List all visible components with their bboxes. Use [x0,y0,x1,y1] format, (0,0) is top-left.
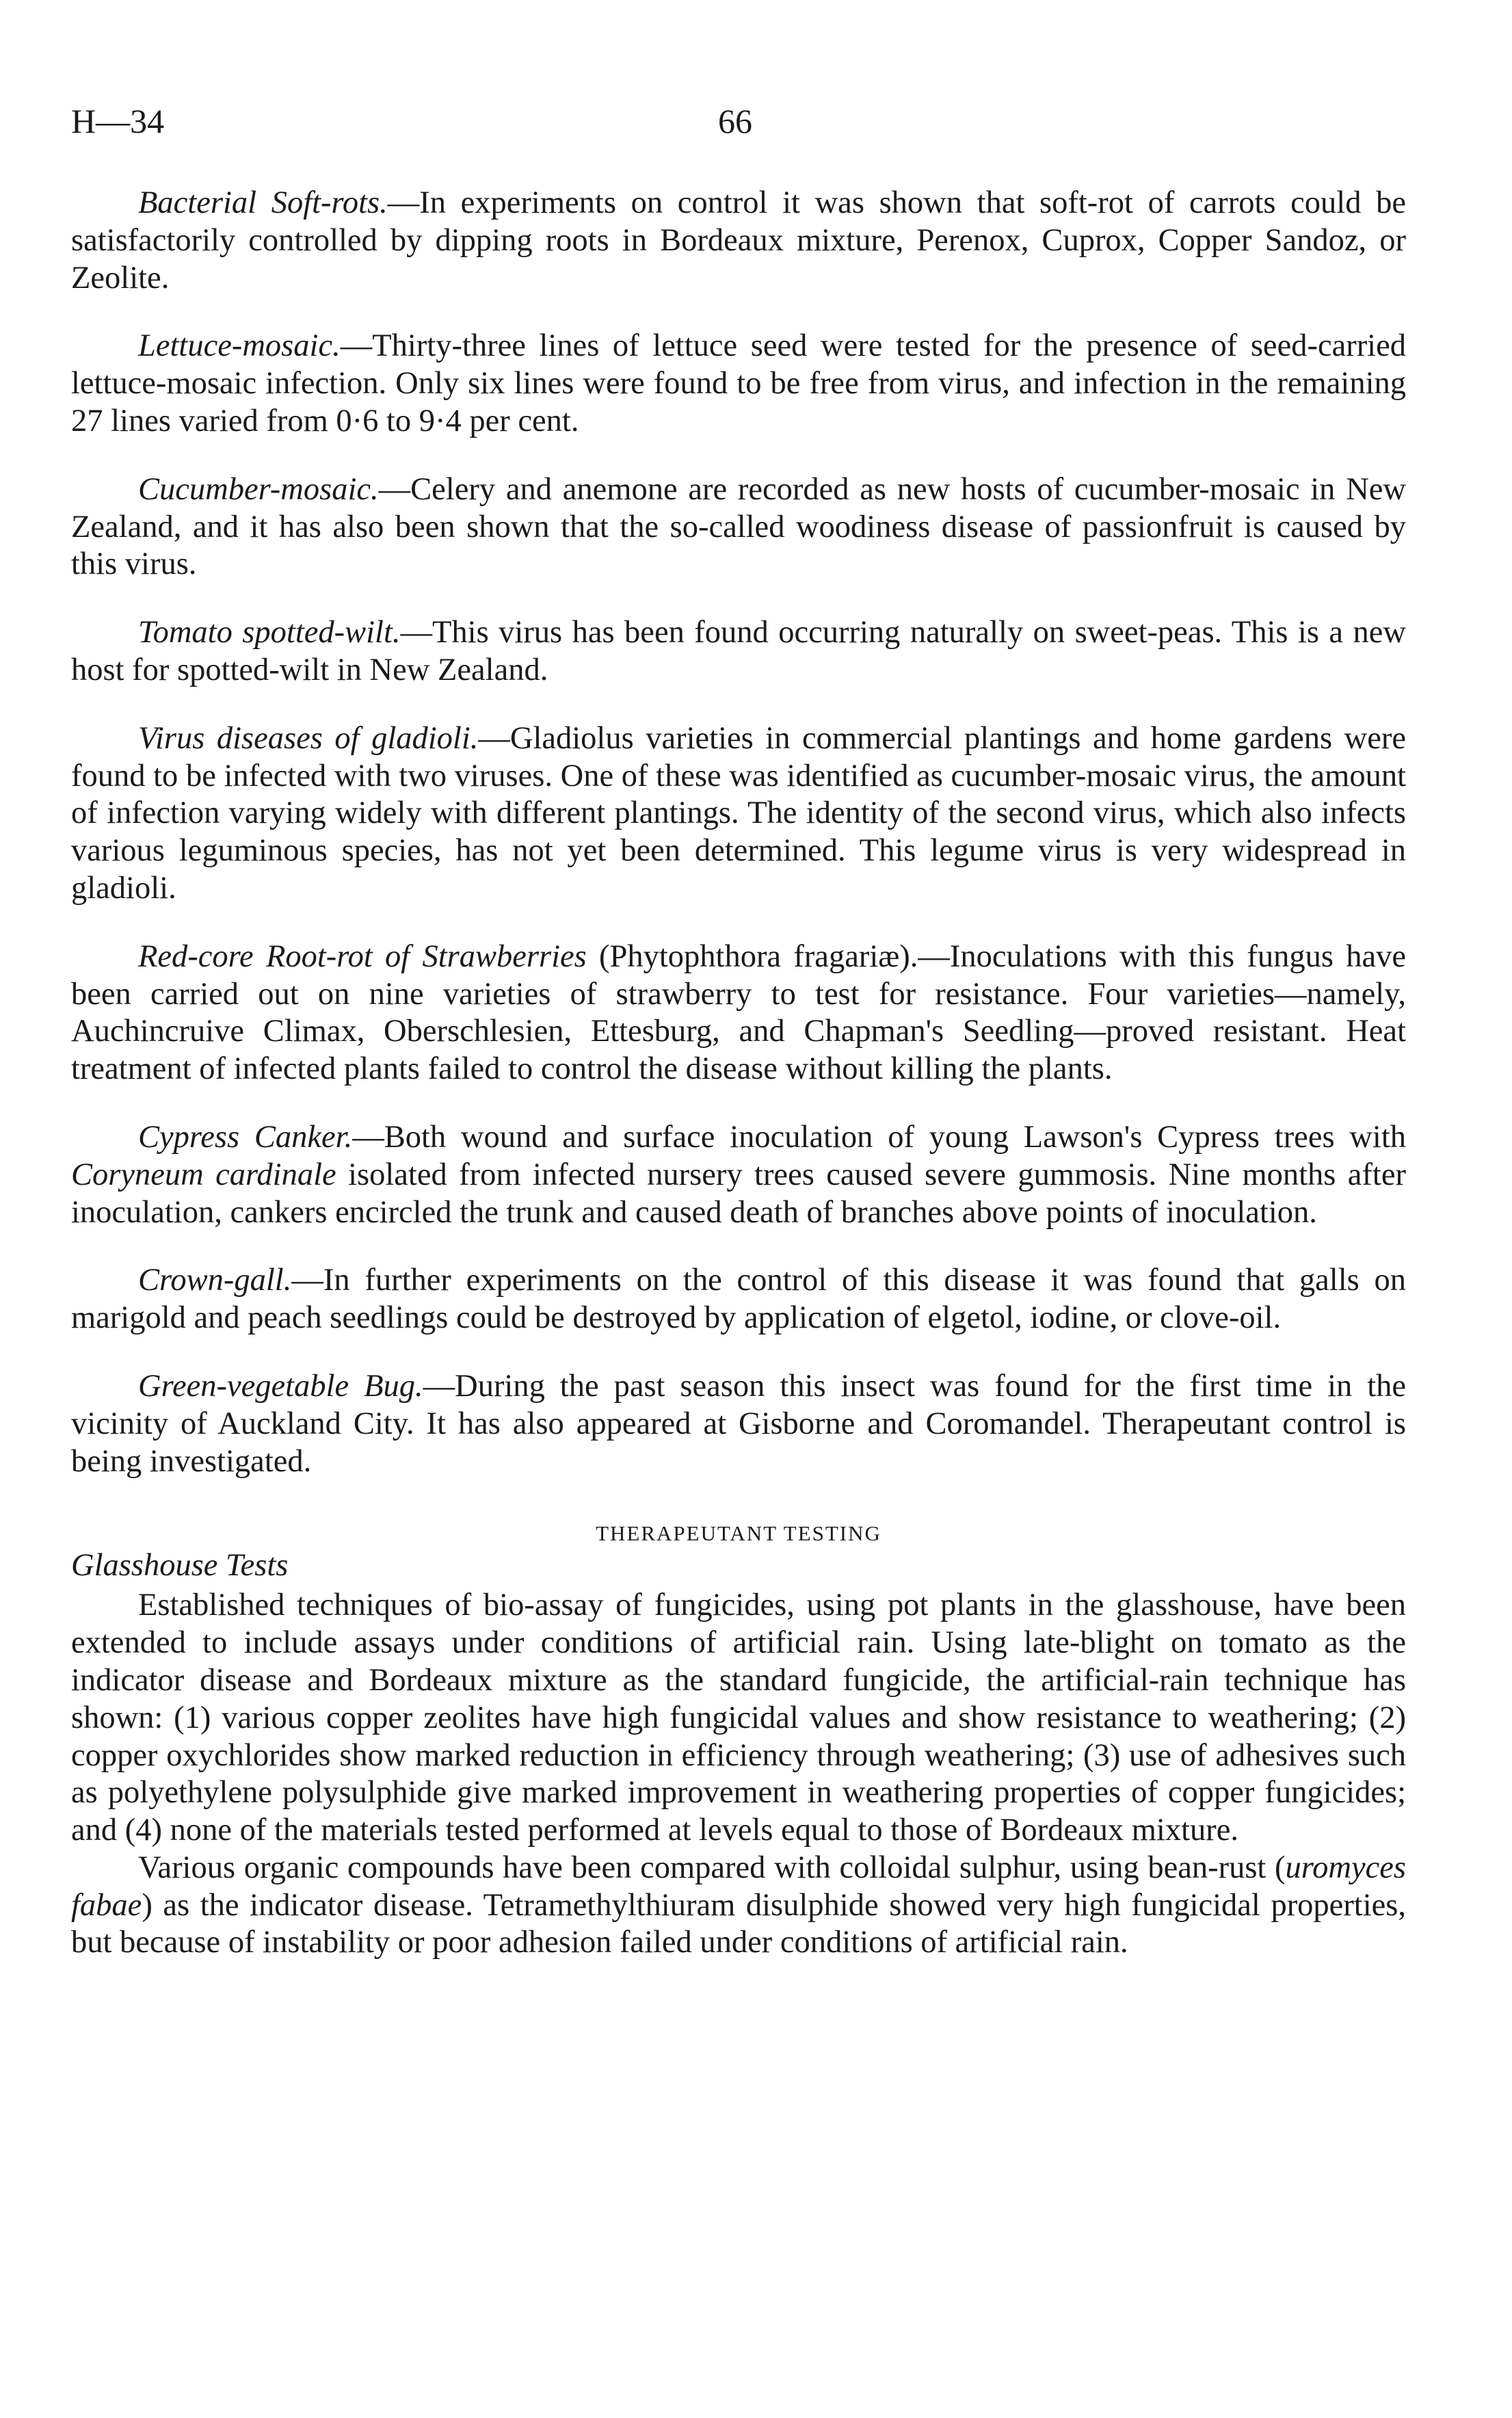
paragraph-glasshouse-tests [71,1587,1406,1850]
paragraph-title: Cypress Canker. [138,1119,353,1155]
paragraph-text: isolated from infected nursery trees caused severe gummosis. Nine months after inoculation, cankers encircled the trunk and caused death of branches above points of inoculation. [71,1157,1406,1230]
paragraph-title: Red-core Root-rot of Strawberries [138,938,587,974]
paragraph-cucumber-mosaic [71,471,1406,583]
section-heading: THERAPEUTANT TESTING [596,1521,881,1546]
paragraph-title: Green-vegetable Bug. [138,1368,423,1404]
paragraph-organic-compounds [71,1850,1406,1962]
page-header [71,101,1439,149]
paragraph-crown-gall [71,1262,1406,1337]
paragraph-title: Bacterial Soft-rots. [138,185,388,220]
paragraph-text: —In experiments on control it was shown that soft-rot of carrots could be satisfactorily controlled by dipping roots in Bordeaux mixture, Perenox, Cuprox, Copper Sandoz, or Zeolite. [71,185,1406,295]
paragraph-text: —Celery and anemone are recorded as new hosts of cucumber-mosaic in New Zealand, and it has also been shown that the so-called woodiness disease of passionfruit is caused by this virus. [71,471,1406,582]
paragraph-text: Various organic compounds have been compared with colloidal sulphur, using bean-rust ( [138,1850,1286,1885]
species-name: Coryneum cardinale [71,1157,336,1192]
paragraph-text: (Phytophthora fragariæ).—Inoculations with this fungus have been carried out on nine varieties of strawberry to test for resistance. Four varieties—namely, Auchincruive Climax, Oberschlesien, Ettesburg, and Chapman's Seedling—proved resistant. Heat treatment of infected plants failed to control the disease without killing the plants. [71,938,1406,1087]
paragraph-title: Lettuce-mosaic. [138,328,341,364]
paragraph-green-vegetable-bug [71,1368,1406,1480]
paragraph-title: Virus diseases of gladioli. [138,720,479,756]
report-code: H—34 [71,102,165,140]
paragraph-red-core-root-rot [71,938,1406,1088]
paragraph-text: Established techniques of bio-assay of fungicides, using pot plants in the glasshouse, have been extended to include assays under conditions of artificial rain. Using late-blight on tomato as the indicator disease and Bordeaux mixture as the standard fungicide, the artificial-rain technique has shown: (1) various copper zeolites have high fungicidal values and show resistance to weathering; (2) copper oxychlorides show marked reduction in efficiency through weathering; (3) use of adhesives such as polyethylene polysulphide give marked improvement in weathering properties of copper fungicides; and (4) none of the materials tested performed at levels equal to those of Bordeaux mixture. [71,1588,1406,1848]
paragraph-cypress-canker [71,1119,1406,1231]
species-name: uromyces fabae [71,1850,1406,1923]
paragraph-text: —This virus has been found occurring naturally on sweet-peas. This is a new host for spotted-wilt in New Zealand. [71,615,1406,687]
paragraph-text: —Both wound and surface inoculation of young Lawson's Cypress trees with [352,1119,1406,1155]
paragraph-tomato-spotted-wilt [71,614,1406,689]
paragraph-text: —Thirty-three lines of lettuce seed were tested for the presence of seed-carried lettuce-mosaic infection. Only six lines were found to be free from virus, and infection in the remaining 27 lines varied from 0·6 to 9·4 per cent. [71,328,1406,438]
paragraph-lettuce-mosaic [71,328,1406,440]
paragraph-title: Crown-gall. [138,1263,292,1298]
paragraph-bacterial-soft-rots [71,185,1406,297]
paragraph-virus-diseases-gladioli [71,720,1406,908]
page-number: 66 [718,102,752,140]
paragraph-text: ) as the indicator disease. Tetramethylthiuram disulphide showed very high fungicidal properties, but because of instability or poor adhesion failed under conditions of artificial rain. [71,1887,1406,1960]
section-subheading: Glasshouse Tests [71,1548,289,1583]
paragraph-text: —During the past season this insect was found for the first time in the vicinity of Auckland City. It has also appeared at Gisborne and Coromandel. Therapeutant control is being investigated. [71,1368,1407,1479]
paragraph-text: —In further experiments on the control of this disease it was found that galls on marigold and peach seedlings could be destroyed by application of elgetol, iodine, or clove-oil. [71,1263,1406,1336]
paragraph-title: Tomato spotted-wilt. [138,615,401,651]
paragraph-text: —Gladiolus varieties in commercial plantings and home gardens were found to be infected with two viruses. One of these was identified as cucumber-mosaic virus, the amount of infection varying widely with different plantings. The identity of the second virus, which also infects various leguminous species, has not yet been determined. This legume virus is very widespread in gladioli. [71,720,1406,906]
paragraph-title: Cucumber-mosaic. [138,471,379,507]
page-body [71,185,1406,1962]
